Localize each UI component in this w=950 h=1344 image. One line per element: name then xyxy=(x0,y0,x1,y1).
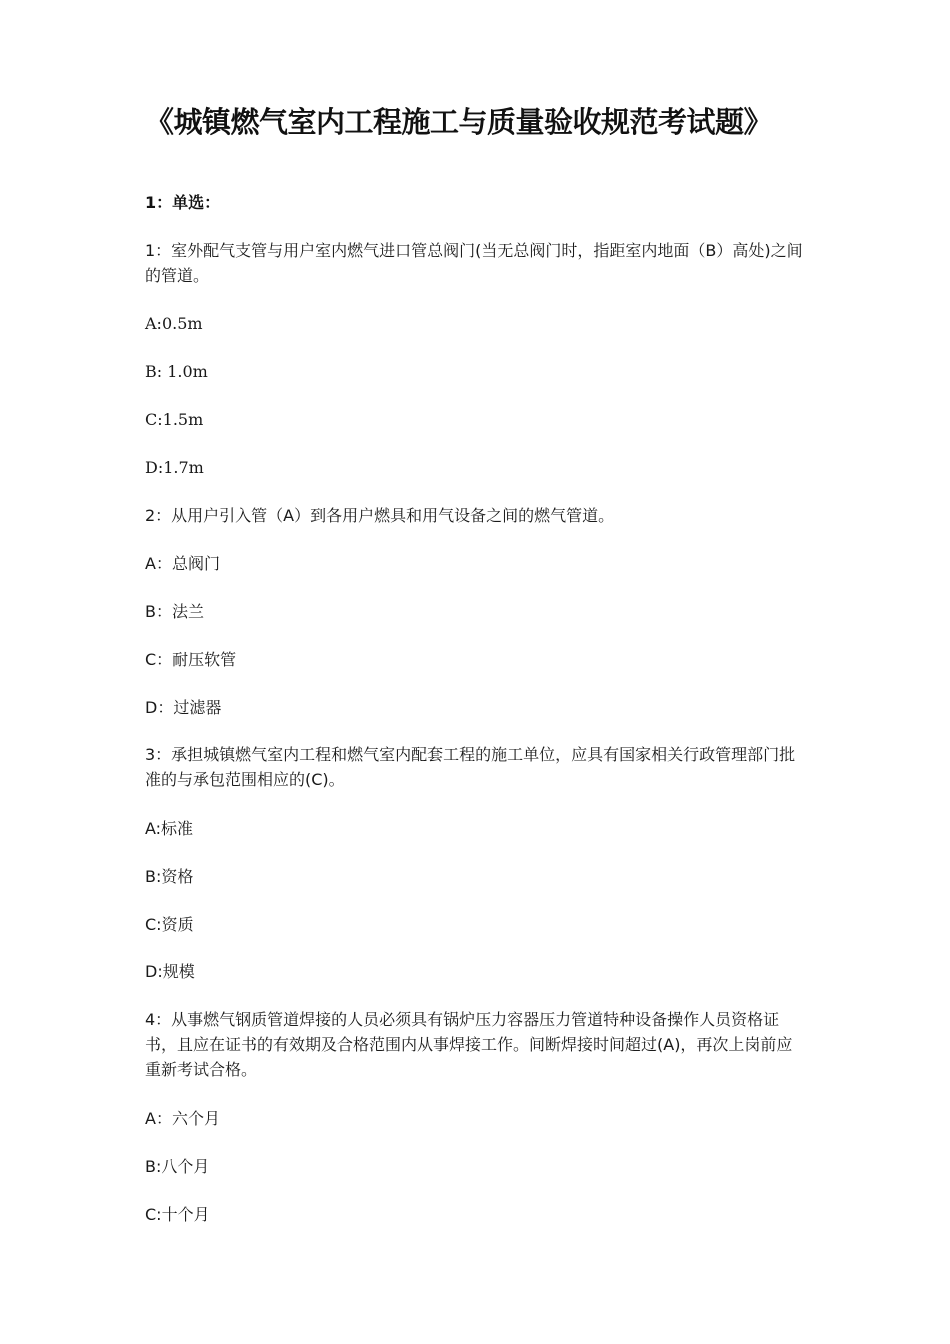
question-4-stem: 4：从事燃气钢质管道焊接的人员必须具有锅炉压力容器压力管道特种设备操作人员资格证书，且应在证书的有效期及合格范围内从事焊接工作。间断焊接时间超过(A)，再次上岗前应重新考试合格。 xyxy=(145,1010,793,1079)
question-2-option-c: C：耐压软管 xyxy=(145,650,237,669)
question-2-stem: 2：从用户引入管（A）到各用户燃具和用气设备之间的燃气管道。 xyxy=(145,506,615,525)
question-4-option-a: A：六个月 xyxy=(145,1109,220,1128)
question-2-option-d: D：过滤器 xyxy=(145,698,222,717)
question-1-stem: 1：室外配气支管与用户室内燃气进口管总阀门(当无总阀门时，指距室内地面（B）高处)之间的管道。 xyxy=(145,241,803,285)
question-2-option-b: B：法兰 xyxy=(145,602,204,621)
question-1-option-b: B: 1.0m xyxy=(145,362,208,381)
question-3-option-c: C:资质 xyxy=(145,915,194,934)
question-1-option-a: A:0.5m xyxy=(145,314,203,333)
question-4-option-c: C:十个月 xyxy=(145,1205,210,1224)
question-1-option-d: D:1.7m xyxy=(145,458,204,477)
question-2-option-a: A：总阀门 xyxy=(145,554,220,573)
question-4-option-b: B:八个月 xyxy=(145,1157,210,1176)
question-3-option-a: A:标准 xyxy=(145,819,194,838)
question-3-option-b: B:资格 xyxy=(145,867,194,886)
document-title: 《城镇燃气室内工程施工与质量验收规范考试题》 xyxy=(145,105,773,139)
section-heading: 1：单选： xyxy=(145,193,221,212)
question-1-option-c: C:1.5m xyxy=(145,410,204,429)
question-3-stem: 3：承担城镇燃气室内工程和燃气室内配套工程的施工单位，应具有国家相关行政管理部门批准的与承包范围相应的(C)。 xyxy=(145,745,796,789)
question-3-option-d: D:规模 xyxy=(145,962,195,981)
